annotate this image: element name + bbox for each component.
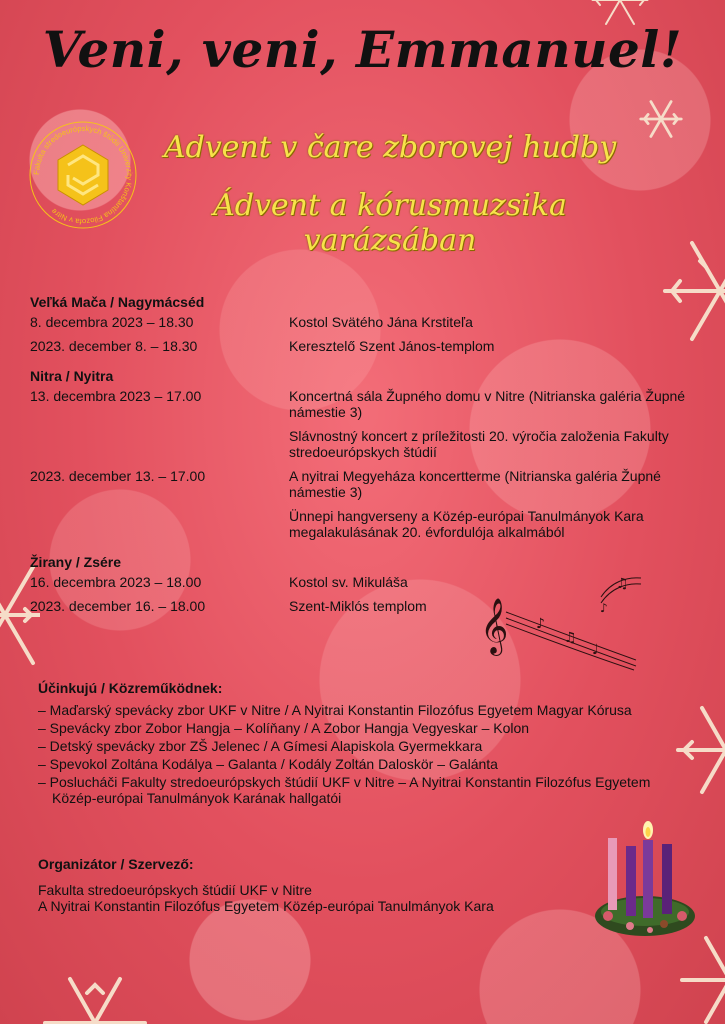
event-venue: Szent-Miklós templom [289, 598, 427, 614]
svg-text:♫: ♫ [616, 576, 629, 592]
svg-text:♩: ♩ [592, 642, 599, 658]
event-venue: A nyitrai Megyeháza koncertterme (Nitrianska galéria Župné námestie 3) [289, 468, 661, 500]
svg-text:𝄞: 𝄞 [480, 598, 509, 654]
event-venue: Koncertná sála Župného domu v Nitre (Nitrianska galéria Župné námestie 3) [289, 388, 686, 420]
svg-text:♪: ♪ [536, 616, 545, 632]
event-venue: Keresztelő Szent János-templom [289, 338, 495, 354]
snowflake-icon [40, 968, 150, 1024]
list-item: – Detský spevácky zbor ZŠ Jelenec / A Gímesi Alapiskola Gyermekkara [38, 738, 483, 754]
event-description: Ünnepi hangverseny a Közép-európai Tanulmányok Kara megalakulásának 20. évfordulója alkalmából [289, 508, 644, 540]
snowflake-icon [676, 700, 725, 800]
event-date: 2023. december 13. – 17.00 [30, 468, 206, 484]
event-description: Slávnostný koncert z príležitosti 20. výročia založenia Fakulty stredoeurópskych štúdií [289, 428, 669, 460]
organizer-line: Fakulta stredoeurópskych štúdií UKF v Nitre [38, 882, 312, 898]
organizer-line: A Nyitrai Konstantin Filozófus Egyetem Közép-európai Tanulmányok Kara [38, 898, 494, 914]
event-venue: Kostol Svätého Jána Krstiteľa [289, 314, 473, 330]
seal-ring-text: Fakulta stredoeurópskych štúdií Univerzity Konštantína Filozofa v Nitre [31, 123, 135, 227]
schedule-section [30, 294, 690, 354]
location-heading: Nitra / Nyitra [30, 368, 114, 384]
snowflake-icon [680, 930, 725, 1024]
event-date: 16. decembra 2023 – 18.00 [30, 574, 202, 590]
event-date: 2023. december 16. – 18.00 [30, 598, 206, 614]
music-notes-icon [476, 572, 648, 672]
svg-text:♪: ♪ [600, 601, 608, 615]
event-date: 8. decembra 2023 – 18.30 [30, 314, 194, 330]
schedule-section [30, 368, 690, 540]
schedule-row [30, 338, 690, 354]
advent-wreath-icon [590, 816, 700, 941]
event-date: 13. decembra 2023 – 17.00 [30, 388, 202, 404]
page-title: Veni, veni, Emmanuel! [42, 20, 683, 79]
performers-section [38, 680, 678, 808]
event-date: 2023. december 8. – 18.30 [30, 338, 198, 354]
schedule-row [30, 314, 690, 330]
performers-heading: Účinkujú / Közreműködnek: [38, 680, 223, 696]
schedule-row [30, 468, 690, 540]
subtitle-hungarian: Ádvent a kórusmuzsika varázsában [213, 188, 567, 258]
location-heading: Žirany / Zsére [30, 554, 122, 570]
schedule-row [30, 388, 690, 460]
list-item: – Maďarský spevácky zbor UKF v Nitre / A Nyitrai Konstantin Filozófus Egyetem Magyar Kórusa [38, 702, 632, 718]
location-heading: Veľká Mača / Nagymácséd [30, 294, 205, 310]
list-item: – Spevácky zbor Zobor Hangja – Kolíňany / A Zobor Hangja Vegyeskar – Kolon [38, 720, 530, 736]
list-item: – Spevokol Zoltána Kodálya – Galanta / Kodály Zoltán Daloskör – Galánta [38, 756, 498, 772]
performers-list [38, 702, 678, 806]
university-seal-icon [28, 120, 138, 230]
list-item: – Poslucháči Fakulty stredoeurópskych štúdií UKF v Nitre – A Nyitrai Konstantin Filozófus Egyetem Közép-európai Tanulmányok Karának hallgatói [38, 774, 651, 806]
event-venue: Kostol sv. Mikuláša [289, 574, 408, 590]
subtitle-slovak: Advent v čare zborovej hudby [163, 130, 617, 165]
organizer-heading: Organizátor / Szervező: [38, 856, 194, 872]
svg-text:♫: ♫ [564, 630, 577, 646]
organizer-section [38, 856, 598, 914]
